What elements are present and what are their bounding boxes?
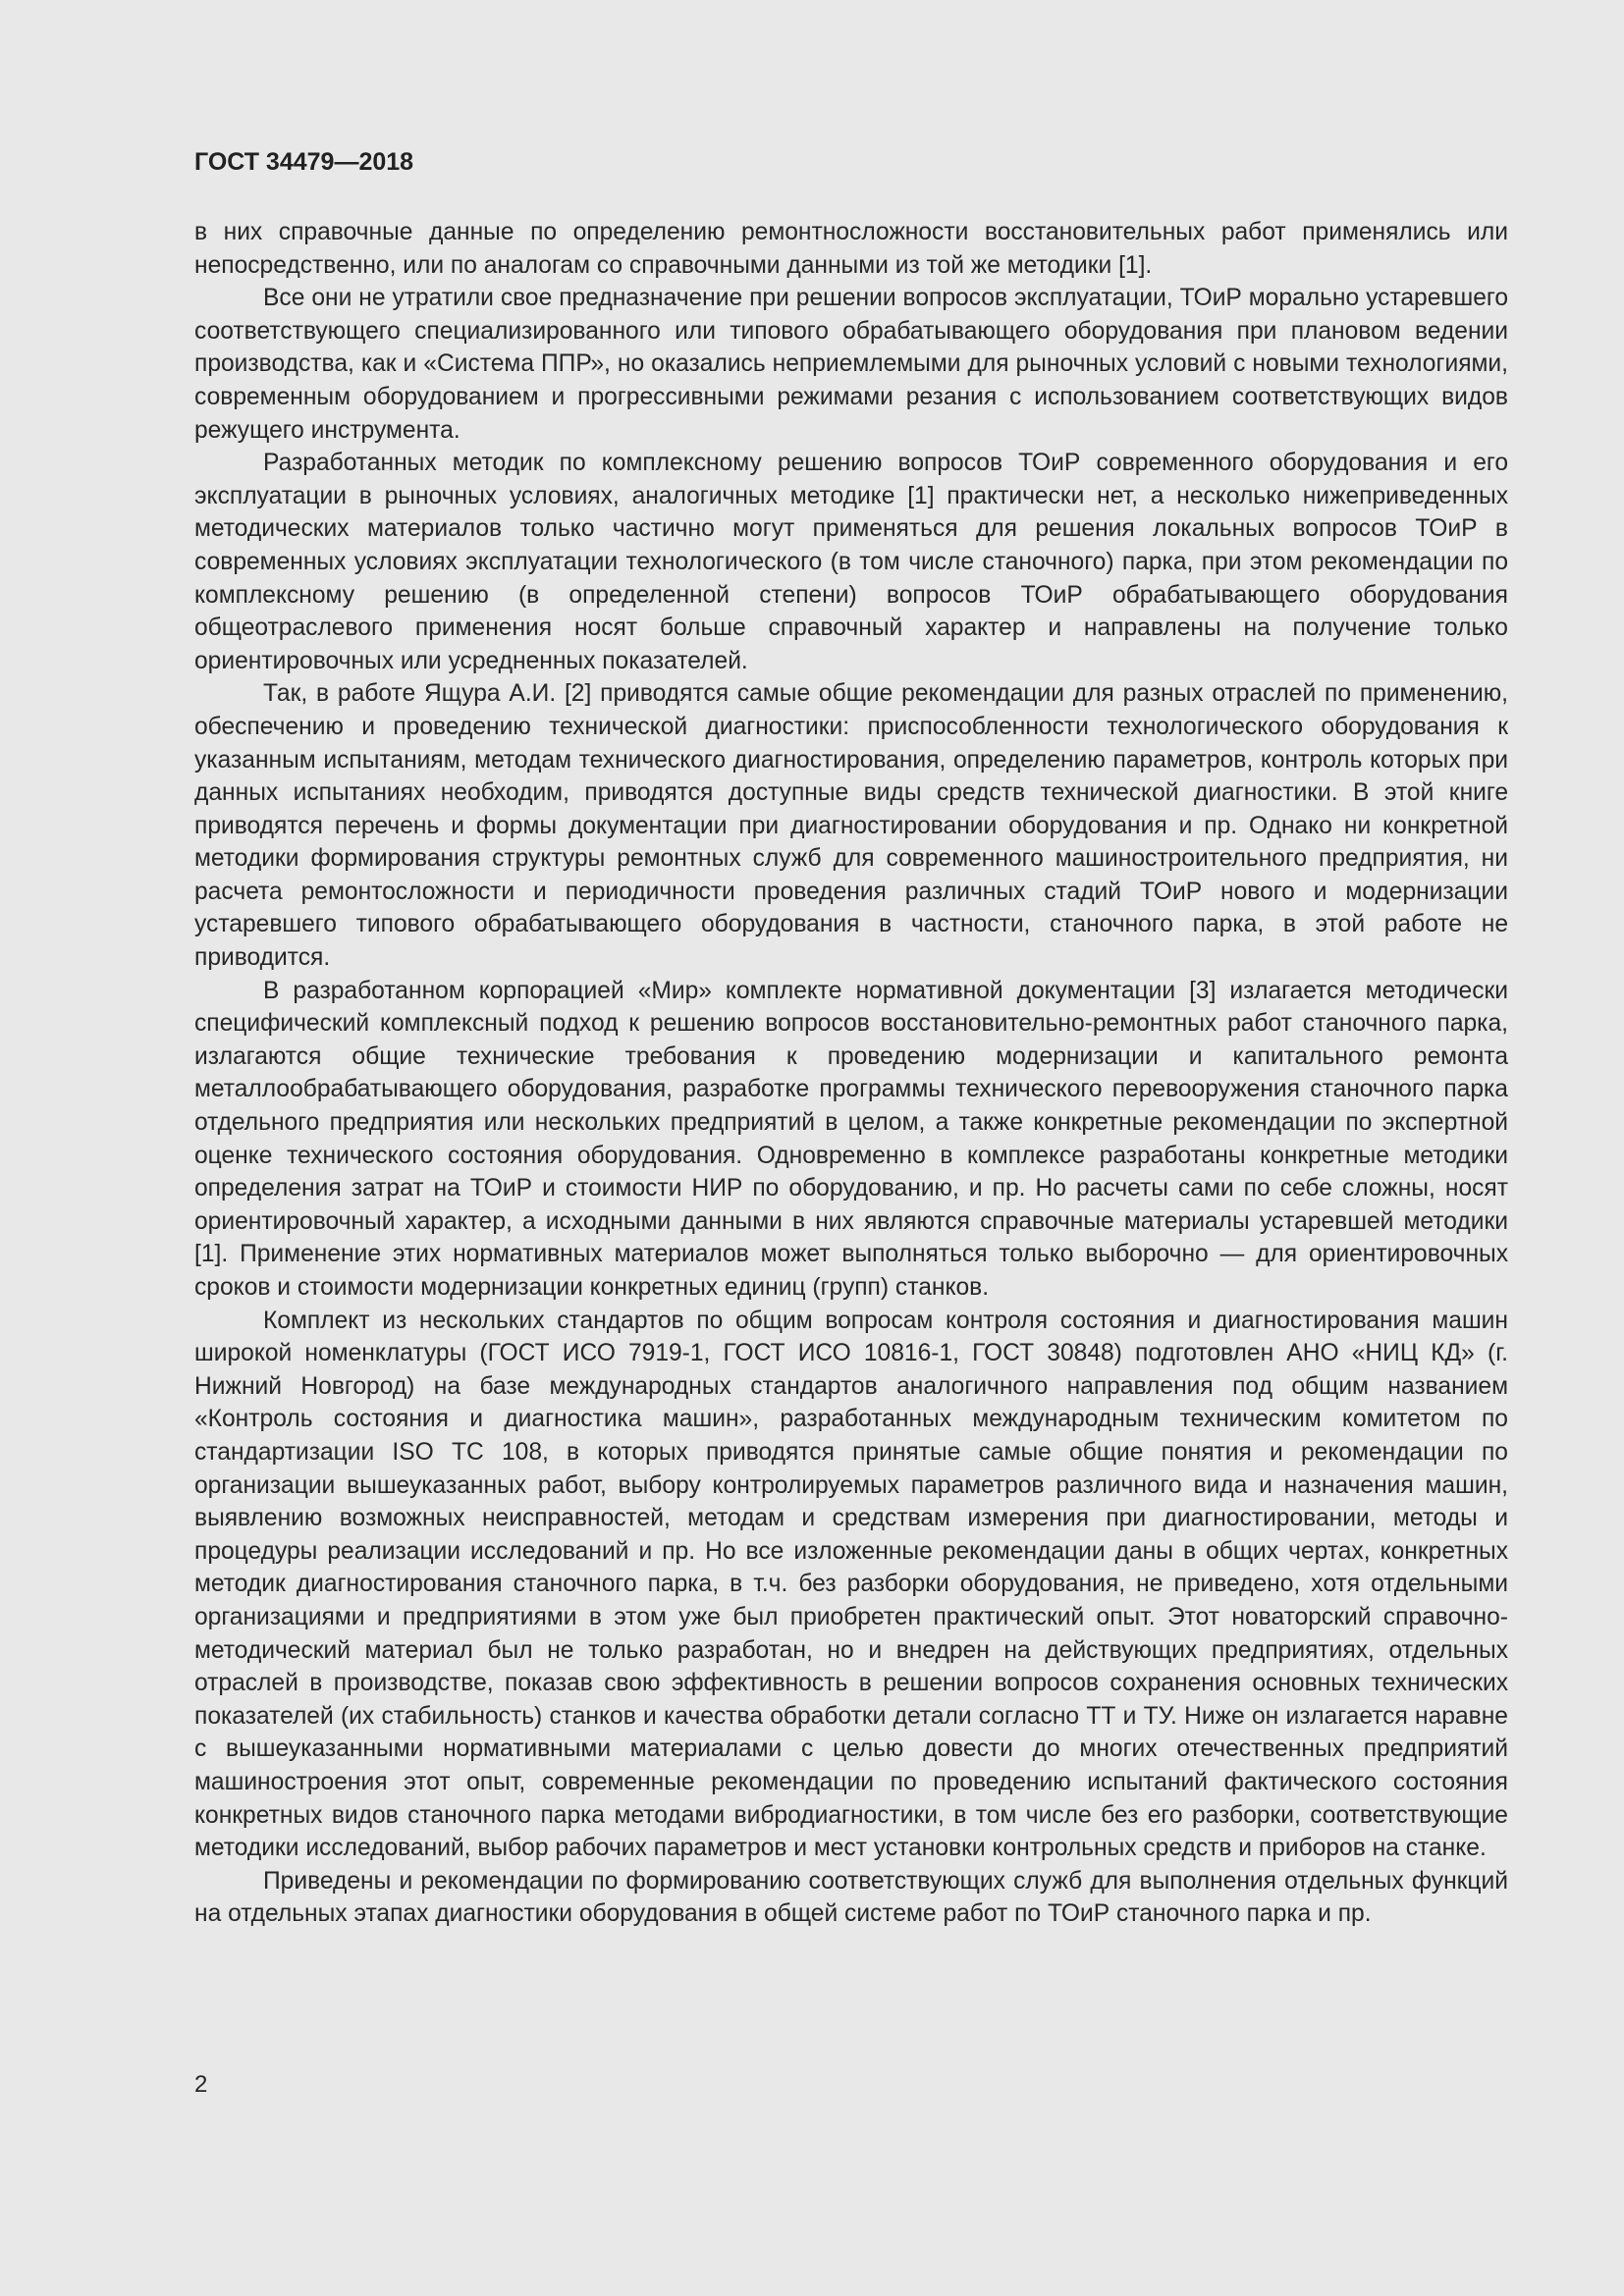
page-number: 2	[194, 2071, 208, 2098]
paragraph: В разработанном корпорацией «Мир» комплекте нормативной документации [3] излагается методически специфический комплексный подход к решению вопросов восстановительно-ремонтных работ станочного парка, излагаются общие технические требования к проведению модернизации и капитального ремонта металлообрабатывающего оборудования, разработке программы технического перевооружения станочного парка отдельного предприятия или нескольких предприятий в целом, а также конкретные рекомендации по экспертной оценке технического состояния оборудования. Одновременно в комплексе разработаны конкретные методики определения затрат на ТОиР и стоимости НИР по оборудованию, и пр. Но расчеты сами по себе сложны, носят ориентировочный характер, а исходными данными в них являются справочные материалы устаревшей методики [1]. Применение этих нормативных материалов может выполняться только выборочно — для ориентировочных сроков и стоимости модернизации конкретных единиц (групп) станков.	[194, 977, 1508, 1301]
paragraph: Так, в работе Ящура А.И. [2] приводятся самые общие рекомендации для разных отраслей по применению, обеспечению и проведению технической диагностики: приспособленности технологического оборудования к указанным испытаниям, методам технического диагностирования, определению параметров, контроль которых при данных испытаниях необходим, приводятся доступные виды средств технической диагностики. В этой книге приводятся перечень и формы документации при диагностировании оборудования и пр. Однако ни конкретной методики формирования структуры ремонтных служб для современного машиностроительного предприятия, ни расчета ремонтосложности и периодичности проведения различных стадий ТОиР нового и модернизации устаревшего типового обрабатывающего оборудования в частности, станочного парка, в этой работе не приводится.	[194, 680, 1508, 972]
standard-id-header: ГОСТ 34479—2018	[194, 148, 414, 176]
body-text	[194, 216, 1508, 1931]
paragraph-continuation: в них справочные данные по определению ремонтносложности восстановительных работ применялись или непосредственно, или по аналогам со справочными данными из той же методики [1].	[194, 219, 1508, 279]
paragraph: Приведены и рекомендации по формированию соответствующих служб для выполнения отдельных функций на отдельных этапах диагностики оборудования в общей системе работ по ТОиР станочного парка и пр.	[194, 1867, 1508, 1928]
paragraph: Разработанных методик по комплексному решению вопросов ТОиР современного оборудования и его эксплуатации в рыночных условиях, аналогичных методике [1] практически нет, а несколько нижеприведенных методических материалов только частично могут применяться для решения локальных вопросов ТОиР в современных условиях эксплуатации технологического (в том числе станочного) парка, при этом рекомендации по комплексному решению (в определенной степени) вопросов ТОиР обрабатывающего оборудования общеотраслевого применения носят больше справочный характер и направлены на получение только ориентировочных или усредненных показателей.	[194, 450, 1508, 674]
paragraph: Все они не утратили свое предназначение при решении вопросов эксплуатации, ТОиР морально устаревшего соответствующего специализированного или типового обрабатывающего оборудования при плановом ведении производства, как и «Система ППР», но оказались неприемлемыми для рыночных условий с новыми технологиями, современным оборудованием и прогрессивными режимами резания с использованием соответствующих видов режущего инструмента.	[194, 285, 1508, 444]
paragraph: Комплект из нескольких стандартов по общим вопросам контроля состояния и диагностирования машин широкой номенклатуры (ГОСТ ИСО 7919-1, ГОСТ ИСО 10816-1, ГОСТ 30848) подготовлен АНО «НИЦ КД» (г. Нижний Новгород) на базе международных стандартов аналогичного направления под общим названием «Контроль состояния и диагностика машин», разработанных международным техническим комитетом по стандартизации ISO ТС 108, в которых приводятся принятые самые общие понятия и рекомендации по организации вышеуказанных работ, выбору контролируемых параметров различного вида и назначения машин, выявлению возможных неисправностей, методам и средствам измерения при диагностировании, методы и процедуры реализации исследований и пр. Но все изложенные рекомендации даны в общих чертах, конкретных методик диагностирования станочного парка, в т.ч. без разборки оборудования, не приведено, хотя отдельными организациями и предприятиями в этом уже был приобретен практический опыт. Этот новаторский справочно-методический материал был не только разработан, но и внедрен на действующих предприятиях, отдельных отраслей в производстве, показав свою эффективность в решении вопросов сохранения основных технических показателей (их стабильность) станков и качества обработки детали согласно ТТ и ТУ. Ниже он излагается наравне с вышеуказанными нормативными материалами с целью довести до многих отечественных предприятий машиностроения этот опыт, современные рекомендации по проведению испытаний фактического состояния конкретных видов станочного парка методами вибродиагностики, в том числе без его разборки, соответствующие методики исследований, выбор рабочих параметров и мест установки контрольных средств и приборов на станке.	[194, 1307, 1508, 1862]
document-page	[194, 147, 1508, 1931]
